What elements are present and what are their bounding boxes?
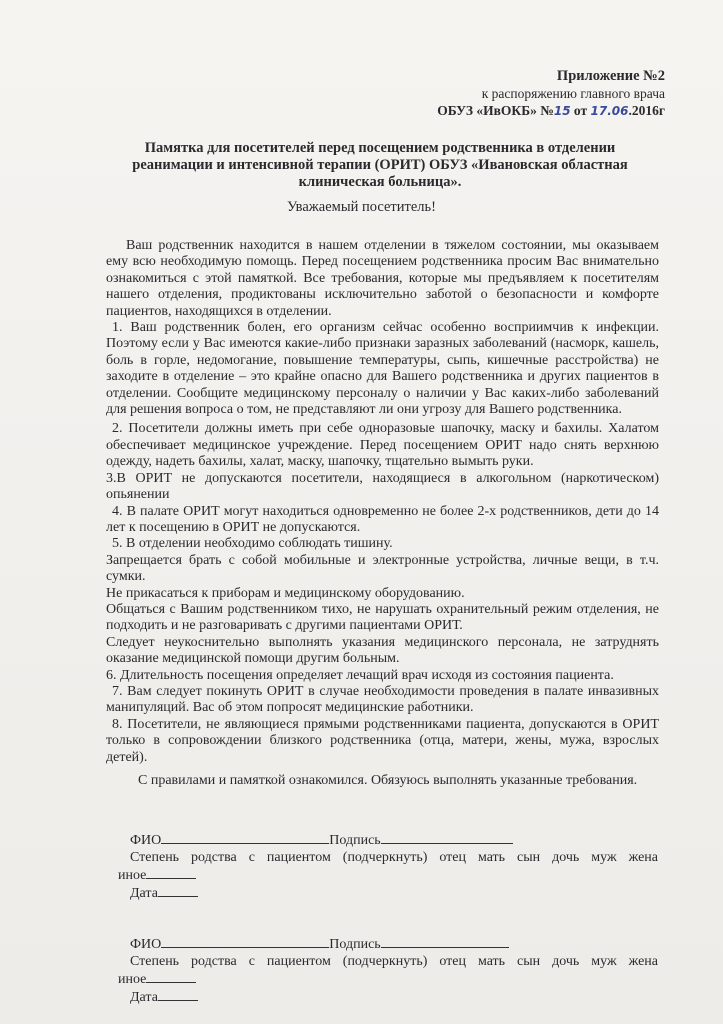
signature-block — [118, 831, 658, 902]
order-reference: к распоряжению главного врача — [481, 86, 665, 101]
rule-item-5-no-touching: Не прикасаться к приборам и медицинскому оборудованию. — [106, 585, 465, 601]
fio-field[interactable] — [161, 935, 329, 948]
relation-line: Степень родства с пациентом (подчеркнуть) отец мать сын дочь муж жена — [130, 954, 658, 969]
order-prefix: ОБУЗ «ИвОКБ» № — [437, 103, 554, 118]
handwritten-order-number: 15 — [553, 104, 571, 118]
rule-item-5-quiet: Общаться с Вашим родственником тихо, не нарушать охранительный режим отделения, не подходить и не разговаривать с другими пациентами ОРИТ. — [106, 601, 659, 634]
rule-item-5: 5. В отделении необходимо соблюдать тишину. — [112, 536, 393, 552]
intro-paragraph: Ваш родственник находится в нашем отделении в тяжелом состоянии, мы оказываем ему всю необходимую помощь. Перед посещением родственника просим Вас внимательно ознакомиться с этой памяткой. Все требования, которые мы предъявляем к посетителям нашего отделения, продиктованы исключительно заботой о безопасности и комфорте пациентов, находящихся в отделении. — [106, 238, 659, 319]
appendix-label: Приложение №2 — [556, 68, 665, 84]
document-header — [437, 68, 665, 120]
date-label: Дата — [130, 886, 158, 901]
signature-block — [118, 935, 658, 1006]
order-year: .2016г — [628, 103, 665, 118]
rule-item-6: 6. Длительность посещения определяет лечащий врач исходя из состояния пациента. — [106, 667, 614, 683]
date-field[interactable] — [158, 988, 198, 1001]
rule-item-3: 3.В ОРИТ не допускаются посетители, находящиеся в алкогольном (наркотическом) опьянении — [106, 470, 659, 503]
rule-item-8: 8. Посетители, не являющиеся прямыми родственниками пациента, допускаются в ОРИТ только в сопровождении близкого родственника (отца, матери, жены, мужа, взрослых детей). — [106, 716, 659, 765]
memo-body — [106, 238, 659, 766]
fio-label: ФИО — [130, 937, 162, 952]
memo-title: Памятка для посетителей перед посещением родственника в отделении реанимации и интенсивной терапии (ОРИТ) ОБУЗ «Ивановская областная клиническая больница». — [132, 140, 628, 190]
order-from: от — [570, 103, 591, 118]
other-field[interactable] — [146, 866, 196, 879]
signature-field[interactable] — [381, 831, 513, 844]
rule-item-2: 2. Посетители должны иметь при себе одноразовые шапочку, маску и бахилы. Халатом обеспечивает медицинское учреждение. Перед посещением ОРИТ надо снять верхнюю одежду, надеть бахилы, халат, маску, шапочку, тщательно вымыть руки. — [106, 421, 659, 470]
fio-field[interactable] — [161, 831, 329, 844]
date-label: Дата — [130, 990, 158, 1005]
rule-item-4: 4. В палате ОРИТ могут находиться одновременно не более 2-х родственников, дети до 14 лет к посещению в ОРИТ не допускаются. — [106, 503, 659, 535]
signature-label: Подпись — [329, 937, 381, 952]
order-number-line — [437, 102, 665, 120]
greeting: Уважаемый посетитель! — [287, 199, 436, 215]
fio-label: ФИО — [130, 833, 162, 848]
other-label: иное — [118, 972, 147, 987]
handwritten-order-date: 17.06 — [590, 104, 629, 118]
rule-item-7: 7. Вам следует покинуть ОРИТ в случае необходимости проведения в палате инвазивных манипуляций. Вас об этом попросят медицинские работники. — [106, 683, 659, 716]
other-label: иное — [118, 868, 147, 883]
acknowledgement-text: С правилами и памяткой ознакомился. Обязуюсь выполнять указанные требования. — [138, 773, 638, 788]
relation-line: Степень родства с пациентом (подчеркнуть) отец мать сын дочь муж жена — [130, 850, 658, 865]
rule-item-5-no-devices: Запрещается брать с собой мобильные и электронные устройства, личные вещи, в т.ч. сумки. — [106, 552, 659, 585]
signature-field[interactable] — [381, 935, 509, 948]
rule-item-1: 1. Ваш родственник болен, его организм сейчас особенно восприимчив к инфекции. Поэтому если у Вас имеются какие-либо признаки заразных заболеваний (насморк, кашель, боль в горле, недомогание, повышение температуры, сыпь, кишечные расстройства) не заходите в отделение – это крайне опасно для Вашего родственника и других пациентов в отделении. Сообщите медицинскому персоналу о наличии у Вас каких-либо заболеваний для решения вопроса о том, не представляют ли они угрозу для Вашего родственника. — [106, 320, 659, 418]
other-field[interactable] — [146, 970, 196, 983]
rule-item-5-follow-staff: Следует неукоснительно выполнять указания медицинского персонала, не затруднять оказание медицинской помощи другим больным. — [106, 634, 659, 667]
signature-label: Подпись — [329, 833, 381, 848]
date-field[interactable] — [158, 884, 198, 897]
